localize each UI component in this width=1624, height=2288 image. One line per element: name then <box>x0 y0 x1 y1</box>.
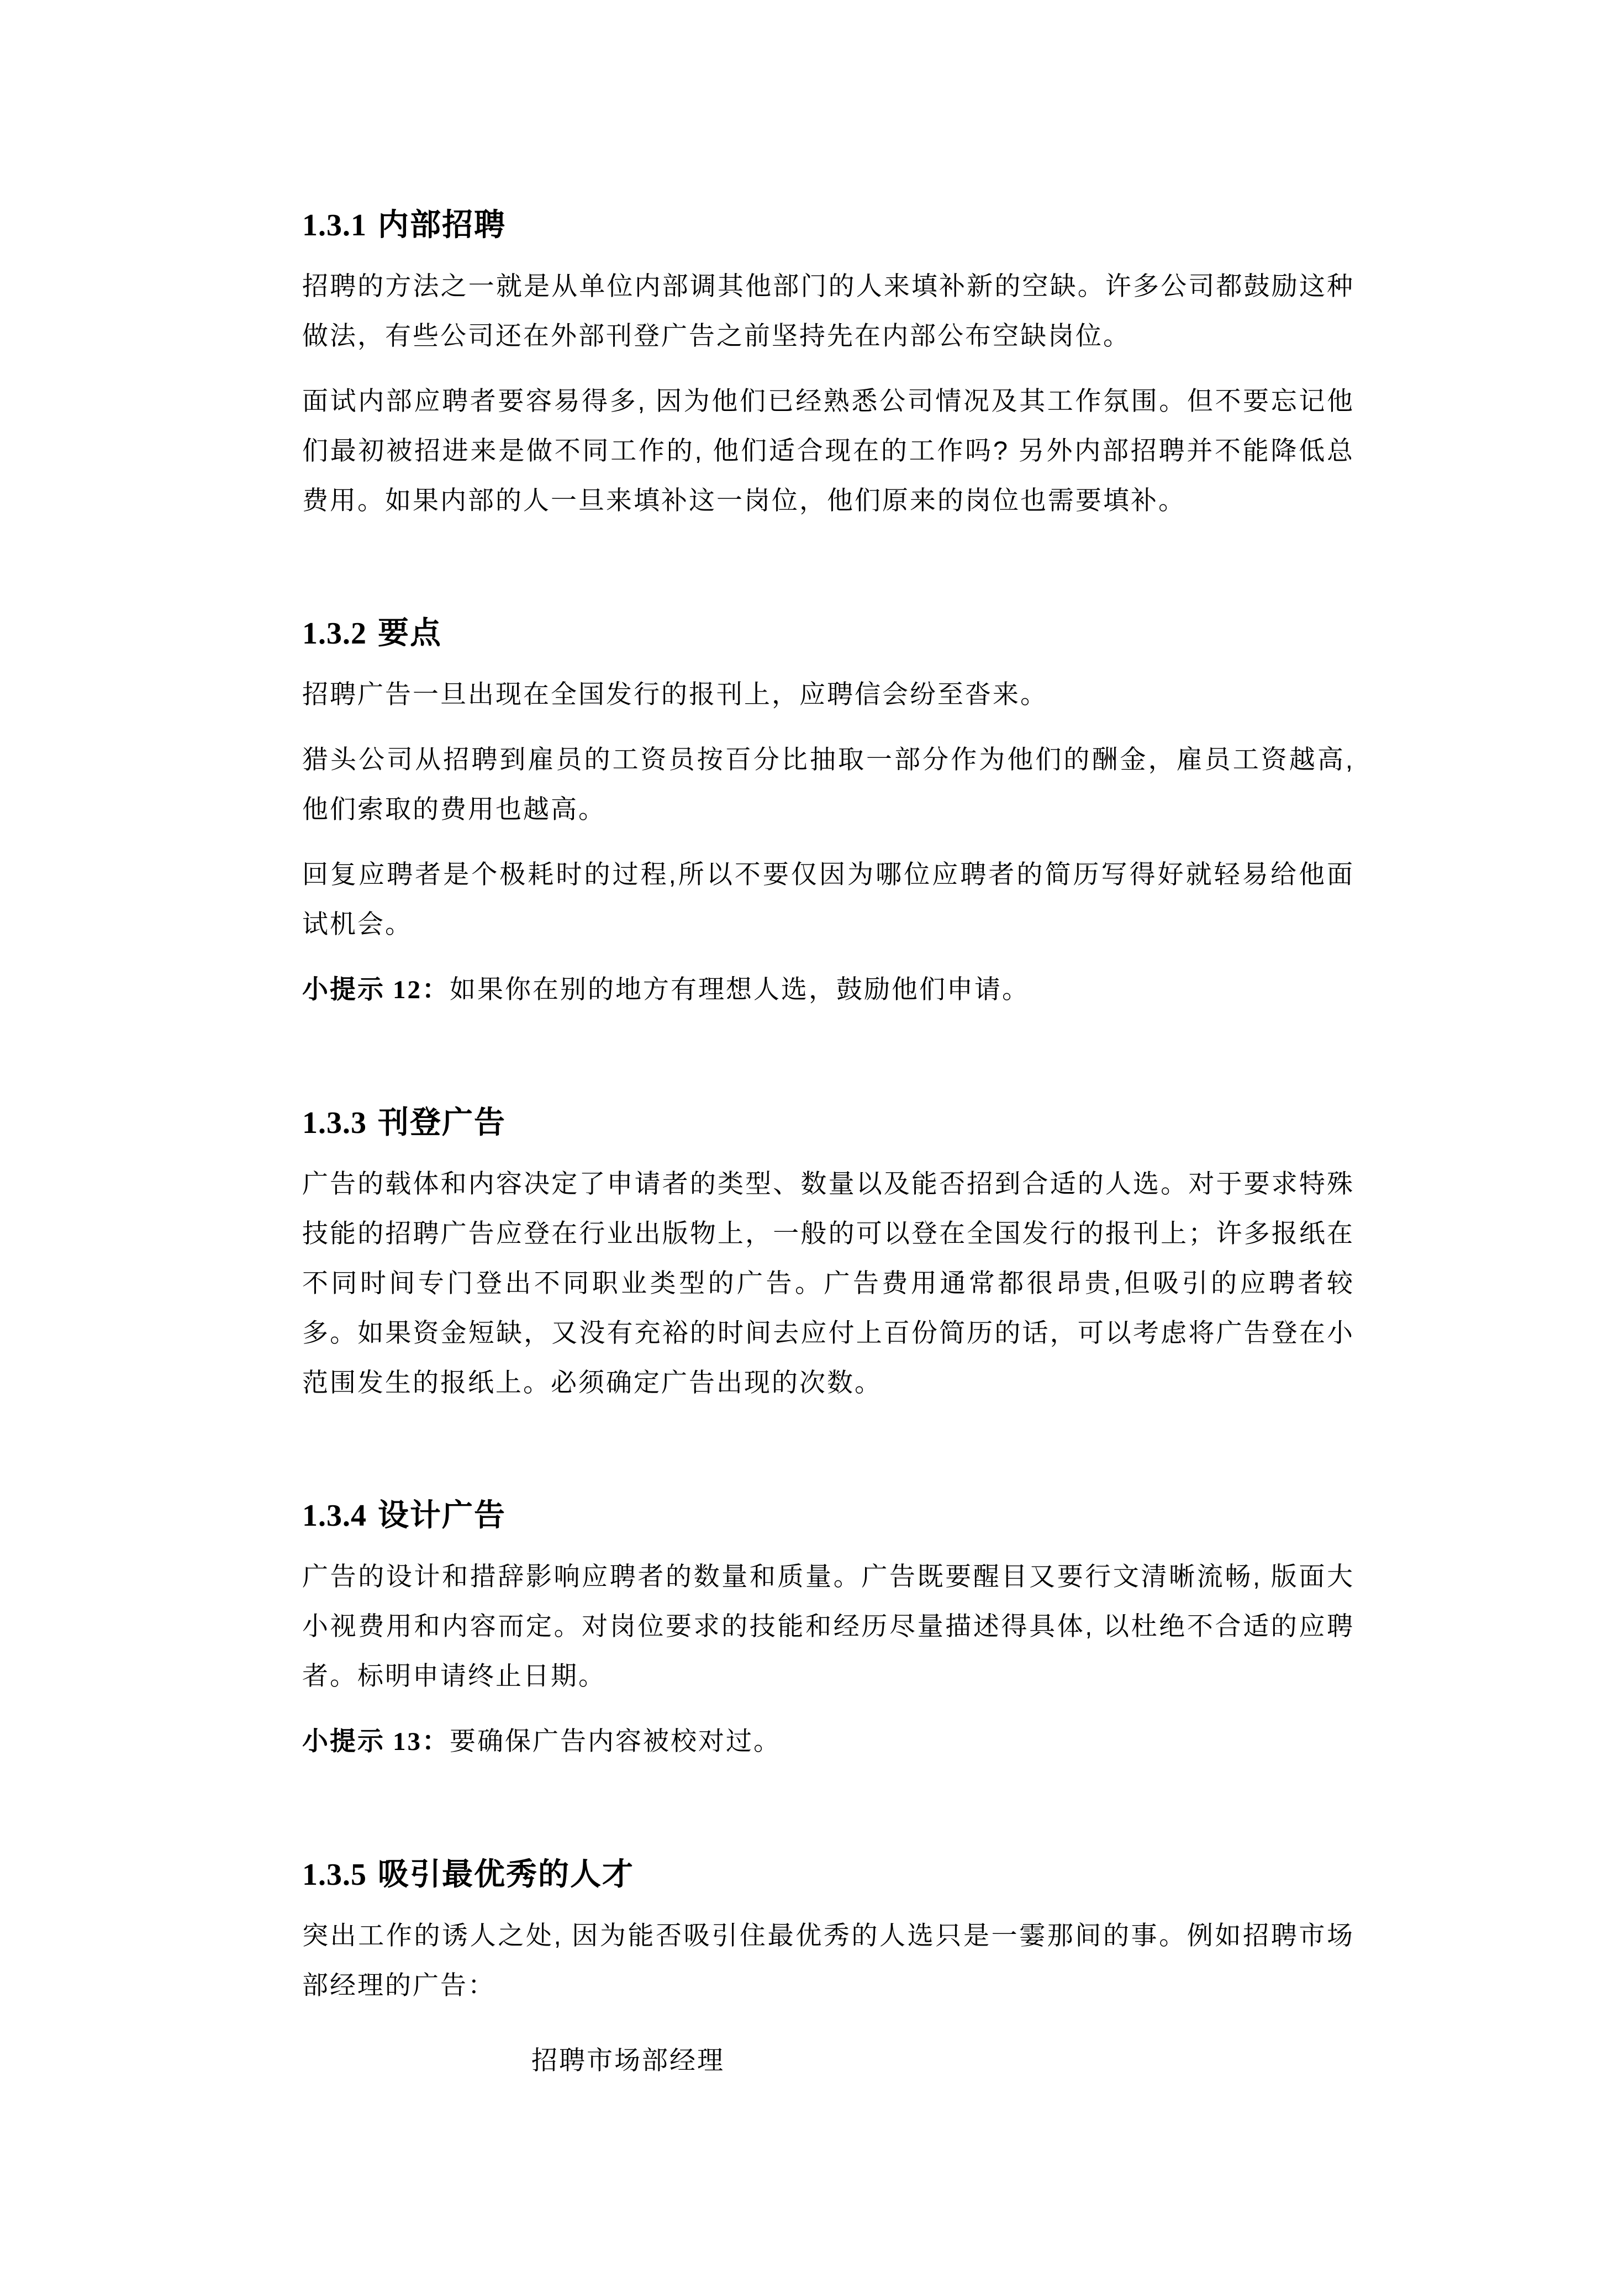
tip-label: 小提示 <box>302 974 385 1004</box>
section-1.3.4 <box>302 1495 1354 1767</box>
section-number: 1.3.1 <box>302 208 367 242</box>
section-title: 设计广告 <box>378 1498 506 1532</box>
paragraph: 广告的载体和内容决定了申请者的类型、数量以及能否招到合适的人选。对于要求特殊技能的招聘广告应登在行业出版物上，一般的可以登在全国发行的报刊上；许多报纸在不同时间专门登出不同职业类型的广告。广告费用通常都很昂贵,但吸引的应聘者较多。如果资金短缺，又没有充裕的时间去应付上百份简历的话，可以考虑将广告登在小范围发生的报纸上。必须确定广告出现的次数。 <box>302 1169 1354 1397</box>
section-1.3.2 <box>302 613 1354 1015</box>
tip-number: 12 <box>393 976 422 1004</box>
section-heading <box>302 1102 1354 1143</box>
section-heading <box>302 1854 1354 1895</box>
paragraph: 广告的设计和措辞影响应聘者的数量和质量。广告既要醒目又要行文清晰流畅, 版面大小视费用和内容而定。对岗位要求的技能和经历尽量描述得具体, 以杜绝不合适的应聘者。标明申请终止日期。 <box>302 1562 1354 1690</box>
section-number: 1.3.4 <box>302 1499 367 1533</box>
section-heading <box>302 613 1354 654</box>
section-1.3.5 <box>302 1854 1354 2085</box>
section-title: 要点 <box>378 615 442 650</box>
tip-number: 13 <box>393 1727 422 1756</box>
paragraph: 猎头公司从招聘到雇员的工资员按百分比抽取一部分作为他们的酬金，雇员工资越高,他们索取的费用也越高。 <box>302 745 1354 824</box>
tip <box>302 1716 1354 1767</box>
section-title: 内部招聘 <box>378 207 506 242</box>
section-heading <box>302 204 1354 246</box>
section-number: 1.3.2 <box>302 616 367 651</box>
section-1.3.1 <box>302 204 1354 525</box>
document-content <box>302 204 1354 2085</box>
section-number: 1.3.3 <box>302 1106 367 1140</box>
paragraph: 招聘的方法之一就是从单位内部调其他部门的人来填补新的空缺。许多公司都鼓励这种做法，有些公司还在外部刊登广告之前坚持先在内部公布空缺岗位。 <box>302 271 1354 350</box>
tip-separator: ： <box>422 974 450 1004</box>
paragraph: 突出工作的诱人之处, 因为能否吸引住最优秀的人选只是一霎那间的事。例如招聘市场部经理的广告： <box>302 1921 1354 2000</box>
section-heading <box>302 1495 1354 1536</box>
tip-label: 小提示 <box>302 1726 385 1755</box>
section-number: 1.3.5 <box>302 1858 367 1892</box>
paragraph: 回复应聘者是个极耗时的过程,所以不要仅因为哪位应聘者的简历写得好就轻易给他面试机会。 <box>302 860 1354 939</box>
paragraph: 招聘广告一旦出现在全国发行的报刊上，应聘信会纷至沓来。 <box>302 679 1048 709</box>
section-1.3.3 <box>302 1102 1354 1407</box>
tip-text: 要确保广告内容被校对过。 <box>450 1726 781 1755</box>
tip-text: 如果你在别的地方有理想人选，鼓励他们申请。 <box>450 974 1030 1004</box>
tip-separator: ： <box>422 1726 450 1755</box>
section-title: 吸引最优秀的人才 <box>378 1857 634 1891</box>
advert-title-line: 招聘市场部经理 <box>531 2046 725 2075</box>
paragraph: 面试内部应聘者要容易得多, 因为他们已经熟悉公司情况及其工作氛围。但不要忘记他们最初被招进来是做不同工作的, 他们适合现在的工作吗? 另外内部招聘并不能降低总费用。如果内部的人一旦来填补这一岗位，他们原来的岗位也需要填补。 <box>302 386 1354 515</box>
tip <box>302 964 1354 1015</box>
section-title: 刊登广告 <box>378 1105 506 1140</box>
